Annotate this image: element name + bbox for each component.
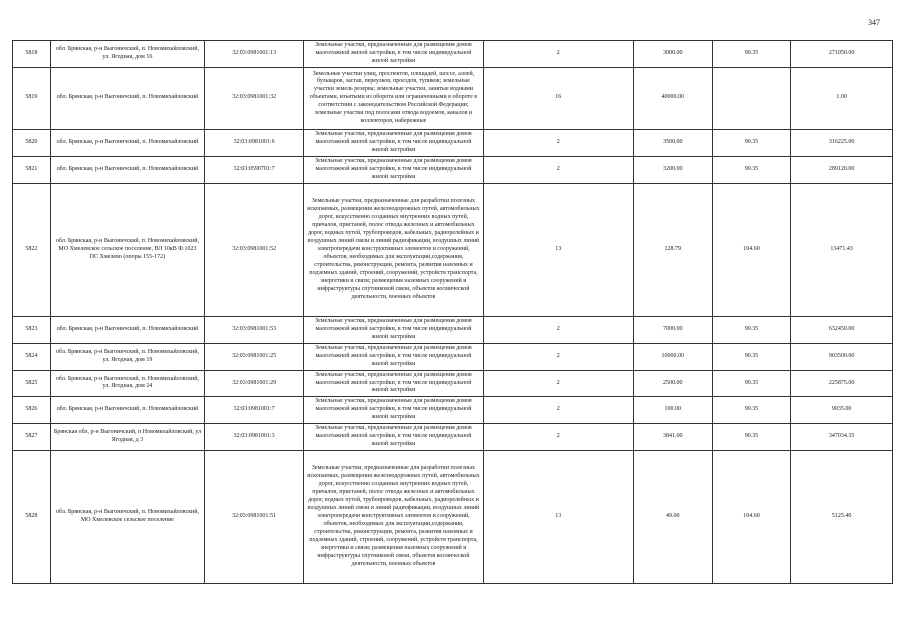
registry-body bbox=[13, 41, 893, 584]
page-number: 347 bbox=[868, 18, 880, 27]
cell-group-code: 2 bbox=[484, 370, 634, 397]
cell-row-number: 5825 bbox=[13, 370, 51, 397]
cell-cadastral-number: 32:03:0981001:53 bbox=[205, 316, 304, 343]
cell-cadastral-number: 32:03:0981001:29 bbox=[205, 370, 304, 397]
cell-group-code: 13 bbox=[484, 451, 634, 584]
table-row bbox=[13, 156, 893, 183]
cell-cadastral-value: 5125.40 bbox=[791, 451, 893, 584]
cell-row-number: 5826 bbox=[13, 397, 51, 424]
cell-cadastral-value: 903500.00 bbox=[791, 343, 893, 370]
cell-area: 40000.00 bbox=[633, 67, 712, 129]
cell-address: обл. Брянская, р-н Выгоничский, п. Новомихайловский bbox=[50, 67, 205, 129]
cell-cadastral-number: 32:03:0981001:32 bbox=[205, 67, 304, 129]
cell-area: 49.00 bbox=[633, 451, 712, 584]
cell-row-number: 5827 bbox=[13, 424, 51, 451]
cell-address: обл. Брянская, р-н Выгоничский, п. Новомихайловский, ул. Ягодная, дом 19 bbox=[50, 343, 205, 370]
cell-group-code: 2 bbox=[484, 129, 634, 156]
cell-area: 3000.00 bbox=[633, 41, 712, 68]
cell-row-number: 5819 bbox=[13, 67, 51, 129]
cell-address: обл. Брянская, р-н Выгоничский, п. Новомихайловский bbox=[50, 156, 205, 183]
cell-rate: 104.60 bbox=[712, 451, 790, 584]
cell-land-use-description: Земельные участки, предназначенные для размещения домов малоэтажной жилой застройки, в том числе индивидуальной жилой застройки bbox=[303, 316, 483, 343]
cell-land-use-description: Земельные участки, предназначенные для размещения домов малоэтажной жилой застройки, в том числе индивидуальной жилой застройки bbox=[303, 129, 483, 156]
cell-group-code: 2 bbox=[484, 316, 634, 343]
cell-group-code: 2 bbox=[484, 397, 634, 424]
cell-area: 2500.00 bbox=[633, 370, 712, 397]
table-row bbox=[13, 183, 893, 316]
table-row bbox=[13, 397, 893, 424]
table-row bbox=[13, 451, 893, 584]
cell-rate: 104.60 bbox=[712, 183, 790, 316]
cell-address: обл. Брянская, р-н Выгоничский, п. Новомихайловский, ул. Ягодная, дом 24 bbox=[50, 370, 205, 397]
cell-group-code: 13 bbox=[484, 183, 634, 316]
table-row bbox=[13, 370, 893, 397]
table-row bbox=[13, 316, 893, 343]
cell-land-use-description: Земельные участки, предназначенные для размещения домов малоэтажной жилой застройки, в том числе индивидуальной жилой застройки bbox=[303, 343, 483, 370]
cell-address: Брянская обл, р-н Выгоничский, п Новомихайловский, ул Ягодная, д 3 bbox=[50, 424, 205, 451]
cell-land-use-description: Земельные участки, предназначенные для разработки полезных ископаемых, размещения железнодорожных путей, автомобильных дорог, искусственно созданных внутренних водных путей, причалов, пристаней, полос отвода железных и автомобильных дорог, водных путей, трубопроводов, кабельных, радиорелейных и воздушных линий связи и линий радиофикации, воздушных линий электропередачи конструктивных элементов и сооружений, объектов, необходимых для эксплуатации,содержания, строительства, реконструкции, ремонта, развития наземных и подземных зданий, строений, сооружений, устройств транспорта, энергетики и связи; размещения наземных сооружений и инфраструктуры спутниковой связи, объектов космической деятельности, военных объектов bbox=[303, 183, 483, 316]
cell-address: обл. Брянская, р-н Выгоничский, п. Новомихайловский, ул. Ягодная, дом 16 bbox=[50, 41, 205, 68]
cell-row-number: 5828 bbox=[13, 451, 51, 584]
cell-row-number: 5824 bbox=[13, 343, 51, 370]
cell-land-use-description: Земельные участки улиц, проспектов, площадей, шоссе, аллей, бульваров, застав, переулков, проездов, тупиков; земельные участки земель резерва; земельные участки, занятые водными объектами, изъятыми из оборота или ограниченными в обороте в соответствии с законодательством Российской Федерации; земельные участки под полосами отвода водоемов, каналов и коллекторов, набережные bbox=[303, 67, 483, 129]
cell-group-code: 2 bbox=[484, 424, 634, 451]
cell-land-use-description: Земельные участки, предназначенные для размещения домов малоэтажной жилой застройки, в том числе индивидуальной жилой застройки bbox=[303, 41, 483, 68]
cell-area: 100.00 bbox=[633, 397, 712, 424]
cell-land-use-description: Земельные участки, предназначенные для разработки полезных ископаемых, размещения железнодорожных путей, автомобильных дорог, искусственно созданных внутренних водных путей, причалов, пристаней, полос отвода железных и автомобильных дорог, водных путей, трубопроводов, кабельных, радиорелейных и воздушных линий связи и линий радиофикации, воздушных линий электропередачи конструктивных элементов и сооружений, объектов, необходимых для эксплуатации,содержания, строительства, реконструкции, ремонта, развития наземных и подземных зданий, строений, сооружений, устройств транспорта, энергетики и связи; размещения наземных сооружений и инфраструктуры спутниковой связи, объектов космической деятельности, военных объектов bbox=[303, 451, 483, 584]
cell-area: 3841.00 bbox=[633, 424, 712, 451]
cell-cadastral-number: 32:03:0981001:25 bbox=[205, 343, 304, 370]
cell-area: 3200.00 bbox=[633, 156, 712, 183]
cell-cadastral-value: 271050.00 bbox=[791, 41, 893, 68]
cell-cadastral-number: 32:03:0981001:13 bbox=[205, 41, 304, 68]
cell-rate: 90.35 bbox=[712, 370, 790, 397]
cell-area: 3500.00 bbox=[633, 129, 712, 156]
cell-land-use-description: Земельные участки, предназначенные для размещения домов малоэтажной жилой застройки, в том числе индивидуальной жилой застройки bbox=[303, 424, 483, 451]
cell-area: 128.79 bbox=[633, 183, 712, 316]
cell-cadastral-number: 32:03:0590701:7 bbox=[205, 156, 304, 183]
cell-cadastral-value: 289120.00 bbox=[791, 156, 893, 183]
cell-rate: 90.35 bbox=[712, 156, 790, 183]
table-row bbox=[13, 343, 893, 370]
cell-rate: 90.35 bbox=[712, 316, 790, 343]
cell-rate: 90.35 bbox=[712, 129, 790, 156]
cell-address: обл. Брянская, р-н Выгоничский, п. Новомихайловский bbox=[50, 129, 205, 156]
cell-rate: 90.35 bbox=[712, 41, 790, 68]
cell-cadastral-value: 225875.00 bbox=[791, 370, 893, 397]
cell-area: 7000.00 bbox=[633, 316, 712, 343]
cell-group-code: 2 bbox=[484, 343, 634, 370]
cell-area: 10000.00 bbox=[633, 343, 712, 370]
cell-cadastral-value: 347034.35 bbox=[791, 424, 893, 451]
cell-rate: 90.35 bbox=[712, 397, 790, 424]
land-registry-table bbox=[12, 40, 893, 584]
cell-land-use-description: Земельные участки, предназначенные для размещения домов малоэтажной жилой застройки, в том числе индивидуальной жилой застройки bbox=[303, 397, 483, 424]
cell-cadastral-value: 9035.00 bbox=[791, 397, 893, 424]
cell-address: обл. Брянская, р-н Выгоничский, п. Новомихайловский, МО Хмелевское сельское поселение bbox=[50, 451, 205, 584]
cell-row-number: 5820 bbox=[13, 129, 51, 156]
cell-cadastral-number: 32:03:0981001:3 bbox=[205, 424, 304, 451]
cell-group-code: 16 bbox=[484, 67, 634, 129]
cell-address: обл. Брянская, р-н Выгоничский, п. Новомихайловский, МО Хмелевское сельское поселение, ВЛ 10кВ Ф.1023 ПС Хмелево (опоры 155-172) bbox=[50, 183, 205, 316]
cell-cadastral-value: 316225.00 bbox=[791, 129, 893, 156]
cell-row-number: 5821 bbox=[13, 156, 51, 183]
table-row bbox=[13, 129, 893, 156]
cell-group-code: 2 bbox=[484, 156, 634, 183]
cell-address: обл. Брянская, р-н Выгоничский, п. Новомихайловский bbox=[50, 397, 205, 424]
cell-row-number: 5822 bbox=[13, 183, 51, 316]
cell-rate: 90.35 bbox=[712, 424, 790, 451]
cell-cadastral-number: 32:03:0981001:51 bbox=[205, 451, 304, 584]
cell-cadastral-value: 632450.00 bbox=[791, 316, 893, 343]
cell-address: обл. Брянская, р-н Выгоничский, п. Новомихайловский bbox=[50, 316, 205, 343]
cell-rate: 90.35 bbox=[712, 343, 790, 370]
cell-land-use-description: Земельные участки, предназначенные для размещения домов малоэтажной жилой застройки, в том числе индивидуальной жилой застройки bbox=[303, 156, 483, 183]
cell-row-number: 5823 bbox=[13, 316, 51, 343]
table-row bbox=[13, 67, 893, 129]
cell-land-use-description: Земельные участки, предназначенные для размещения домов малоэтажной жилой застройки, в том числе индивидуальной жилой застройки bbox=[303, 370, 483, 397]
cell-cadastral-number: 32:03:0981001:6 bbox=[205, 129, 304, 156]
cell-row-number: 5818 bbox=[13, 41, 51, 68]
cell-cadastral-number: 32:03:0981001:7 bbox=[205, 397, 304, 424]
table-row bbox=[13, 41, 893, 68]
table-row bbox=[13, 424, 893, 451]
cell-cadastral-value: 1.00 bbox=[791, 67, 893, 129]
cell-group-code: 2 bbox=[484, 41, 634, 68]
cell-cadastral-number: 32:03:0981001:52 bbox=[205, 183, 304, 316]
cell-rate bbox=[712, 67, 790, 129]
cell-cadastral-value: 13471.43 bbox=[791, 183, 893, 316]
